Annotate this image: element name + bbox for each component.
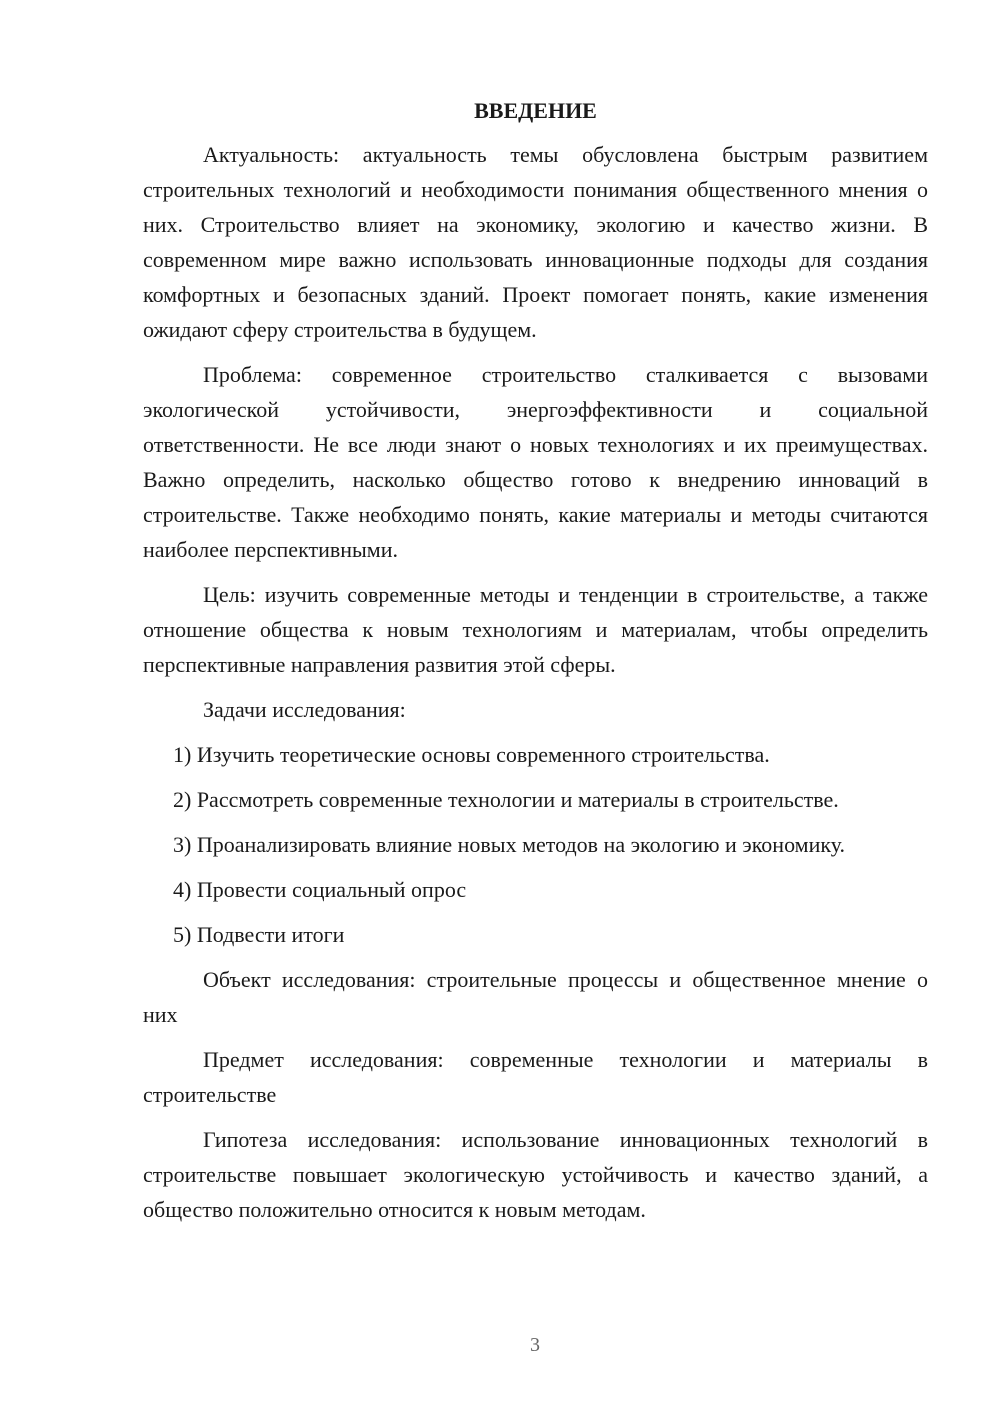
task-item-2: 2) Рассмотреть современные технологии и материалы в строительстве. — [173, 787, 839, 812]
task-item-5: 5) Подвести итоги — [173, 922, 345, 947]
object-paragraph: Объект исследования: строительные процессы и общественное мнение о них — [143, 967, 928, 1027]
task-item-4: 4) Провести социальный опрос — [173, 877, 467, 902]
task-item-3: 3) Проанализировать влияние новых методов на экологию и экономику. — [173, 832, 846, 857]
relevance-paragraph: Актуальность: актуальность темы обусловлена быстрым развитием строительных технологий и необходимости понимания общественного мнения о них. Строительство влияет на экономику, экологию и качество жизни. В современном мире важно использовать инновационные подходы для создания комфортных и безопасных зданий. Проект помогает понять, какие изменения ожидают сферу строительства в будущем. — [143, 142, 928, 342]
section-title: ВВЕДЕНИЕ — [474, 98, 597, 123]
page-number: 3 — [530, 1334, 540, 1356]
goal-paragraph: Цель: изучить современные методы и тенденции в строительстве, а также отношение общества к новым технологиям и материалам, чтобы определить перспективные направления развития этой сферы. — [143, 582, 928, 677]
task-item-1: 1) Изучить теоретические основы современного строительства. — [173, 742, 770, 767]
document-body — [143, 95, 928, 1237]
problem-paragraph: Проблема: современное строительство сталкивается с вызовами экологической устойчивости, энергоэффективности и социальной ответственности. Не все люди знают о новых технологиях и их преимуществах. Важно определить, насколько общество готово к внедрению инноваций в строительстве. Также необходимо понять, какие материалы и методы считаются наиболее перспективными. — [143, 362, 928, 562]
subject-paragraph: Предмет исследования: современные технологии и материалы в строительстве — [143, 1047, 928, 1107]
hypothesis-paragraph: Гипотеза исследования: использование инновационных технологий в строительстве повышает экологическую устойчивость и качество зданий, а общество положительно относится к новым методам. — [143, 1127, 928, 1222]
tasks-heading: Задачи исследования: — [203, 697, 406, 722]
